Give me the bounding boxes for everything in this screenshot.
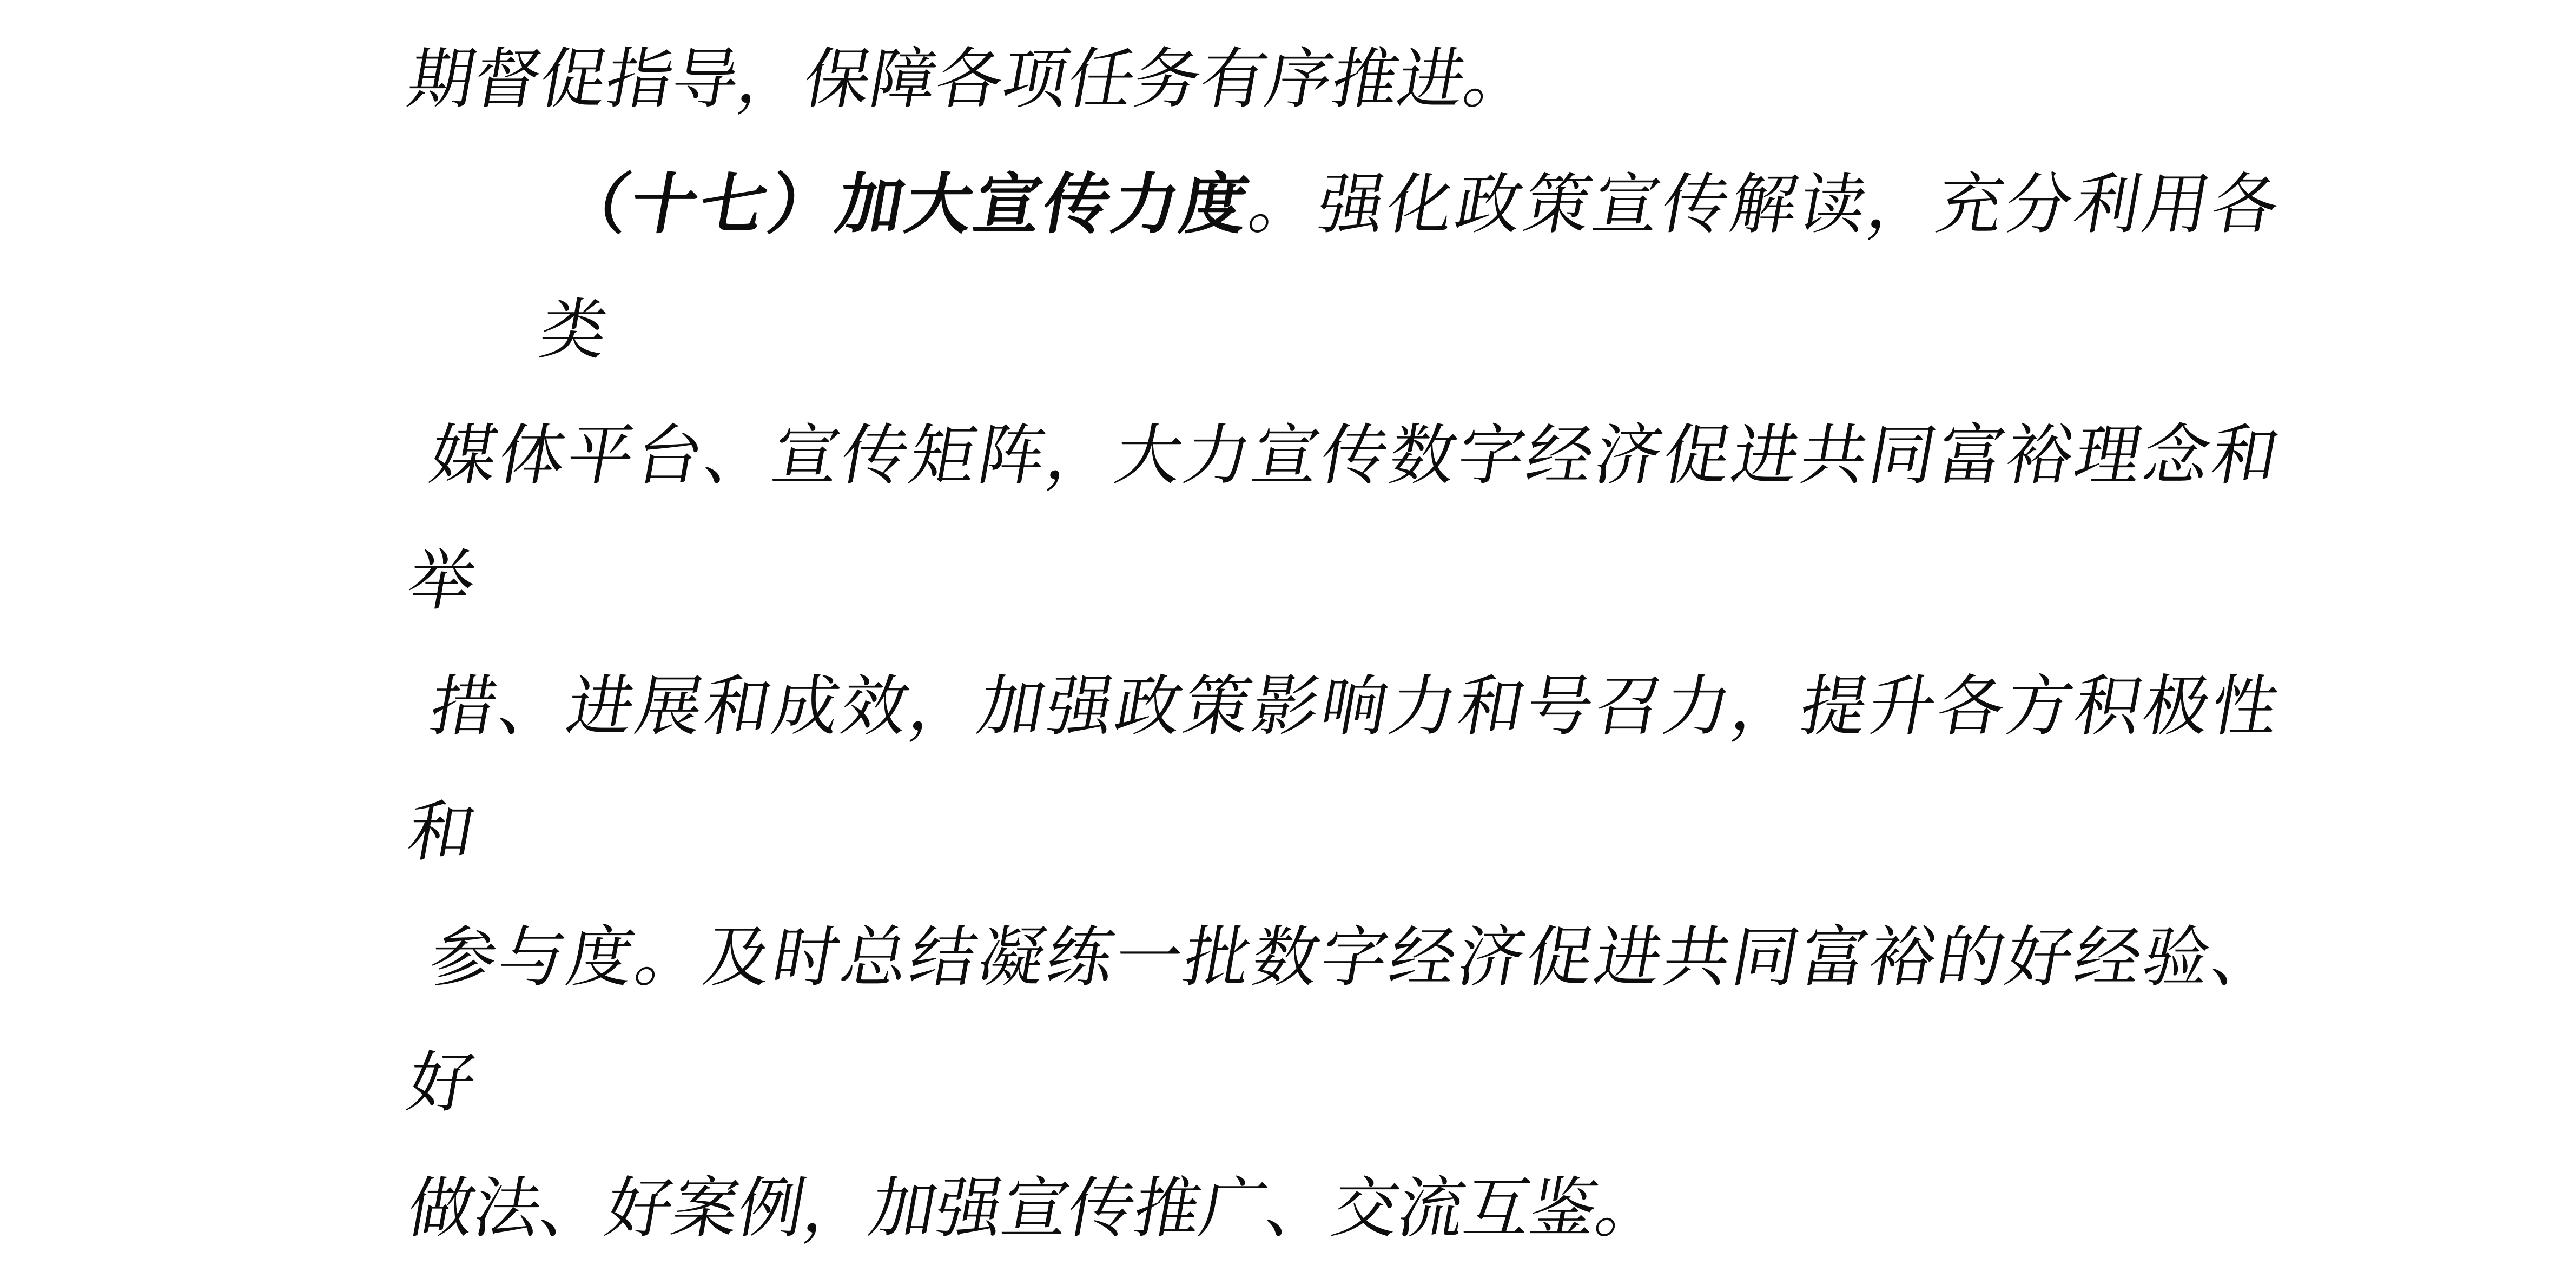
paragraph2-line-2: 媒体平台、宣传矩阵，大力宣传数字经济促进共同富裕理念和举 [402, 420, 2285, 618]
paragraph2-line-4: 参与度。及时总结凝练一批数字经济促进共同富裕的好经验、好 [402, 922, 2285, 1120]
paragraph2-line-1 [398, 143, 2289, 394]
paragraph2-line-5: 做法、好案例，加强宣传推广、交流互鉴。 [402, 1172, 1669, 1246]
paragraph1-line-1: 期督促指导，保障各项任务有序推进。 [402, 43, 1537, 116]
paragraph2-line-3: 措、进展和成效，加强政策影响力和号召力，提升各方积极性和 [402, 671, 2285, 869]
section-heading: （十七）加大宣传力度 [556, 169, 1257, 242]
paragraph2-line-1-rest: 。强化政策宣传解读，充分利用各类 [534, 169, 2285, 367]
